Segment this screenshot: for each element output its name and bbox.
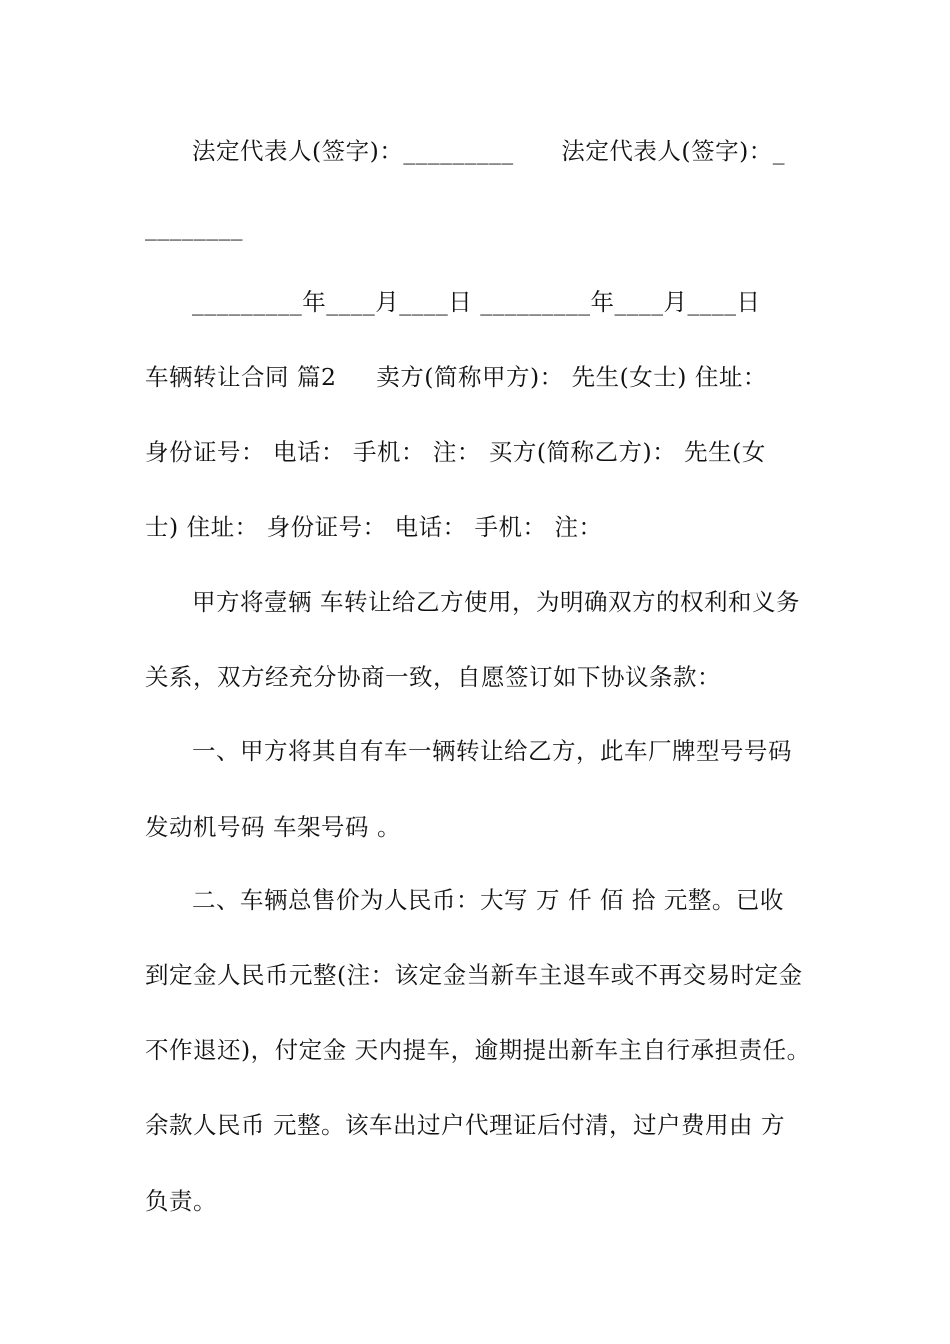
clause-one-line-continued: 发动机号码 车架号码 。 bbox=[145, 813, 401, 841]
clause-one-line: 一、甲方将其自有车一辆转让给乙方，此车厂牌型号号码 bbox=[192, 737, 792, 765]
clause-two-line-2: 到定金人民币元整(注：该定金当新车主退车或不再交易时定金 bbox=[145, 961, 803, 989]
intro-paragraph-line: 甲方将壹辆 车转让给乙方使用，为明确双方的权利和义务 bbox=[192, 588, 800, 616]
party-info-line-continued: 士) 住址： 身份证号： 电话： 手机： 注： bbox=[145, 513, 603, 541]
party-info-line: 身份证号： 电话： 手机： 注： 买方(简称乙方)： 先生(女 bbox=[145, 438, 766, 466]
clause-two-line-3: 不作退还)，付定金 天内提车，逾期提出新车主自行承担责任。 bbox=[145, 1036, 811, 1064]
clause-two-line-4: 余款人民币 元整。该车出过户代理证后付清，过户费用由 方 bbox=[145, 1111, 785, 1139]
contract-title-line: 车辆转让合同 篇2 卖方(简称甲方)： 先生(女士) 住址： bbox=[145, 363, 767, 391]
signature-line-continued: ________ bbox=[145, 213, 243, 241]
signature-line: 法定代表人(签字)：_________ 法定代表人(签字)：_ bbox=[192, 137, 785, 165]
intro-paragraph-line-continued: 关系，双方经充分协商一致，自愿签订如下协议条款： bbox=[145, 663, 721, 691]
clause-two-line-5: 负责。 bbox=[145, 1187, 217, 1215]
date-line: _________年____月____日 _________年____月____日 bbox=[192, 288, 761, 316]
clause-two-line: 二、车辆总售价为人民币：大写 万 仟 佰 拾 元整。已收 bbox=[192, 886, 784, 914]
